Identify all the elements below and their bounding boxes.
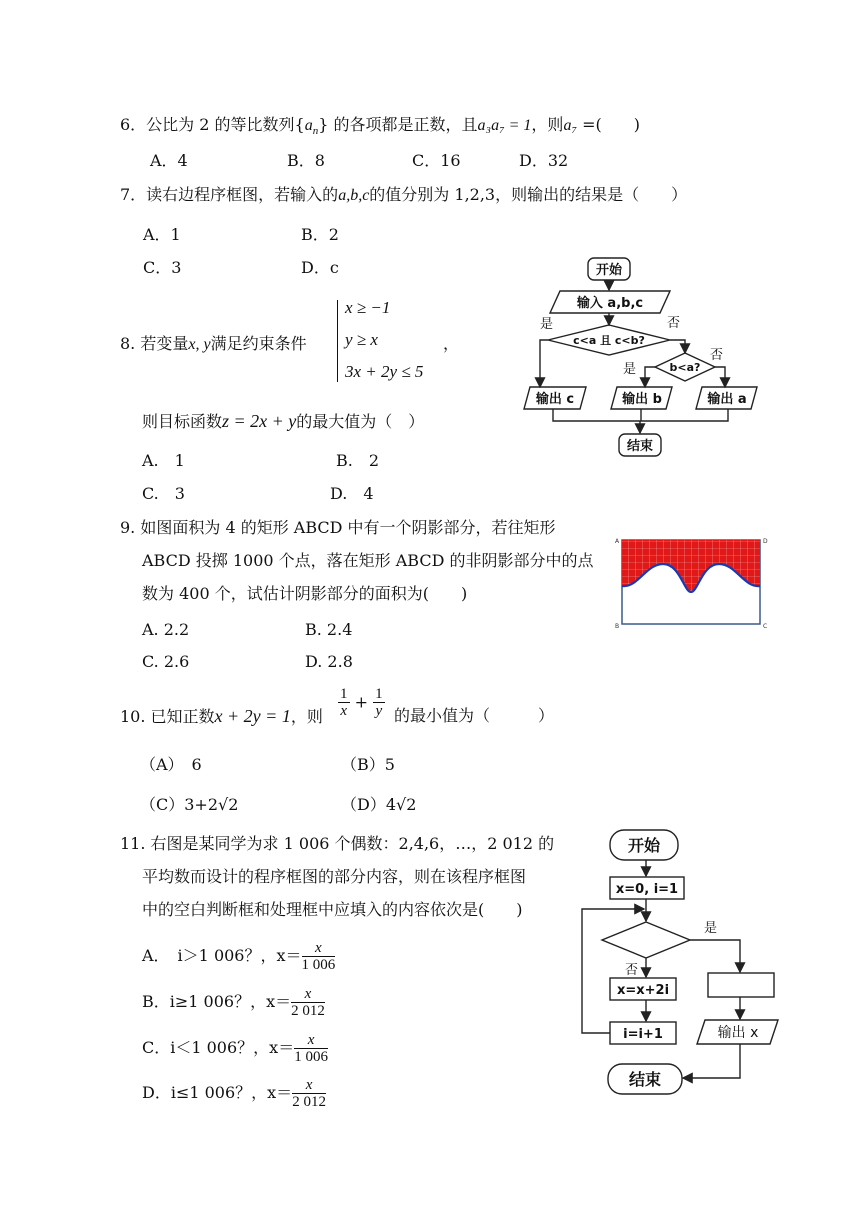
q9-option-c: C. 2.6 — [142, 652, 190, 671]
q10-stem-start: 10. 已知正数x + 2y = 1，则 — [120, 706, 323, 726]
q7-flowchart — [520, 255, 765, 460]
q9-label-b: B — [615, 623, 620, 630]
q7-no2-label: 否 — [710, 348, 724, 363]
q7-no-label: 否 — [667, 316, 681, 331]
q9-line-3: 数为 400 个，试估计阴影部分的面积为( ) — [142, 584, 468, 603]
q11-line-1: 11. 右图是某同学为求 1 006 个偶数：2,4,6，…，2 012 的 — [120, 834, 555, 853]
q7-cond2-label: b<a? — [669, 361, 701, 374]
q8-option-d: D. 4 — [330, 484, 374, 503]
q7-option-c: C．3 — [143, 258, 182, 277]
q7-stem: 7．读右边程序框图，若输入的a,b,c的值分别为 1,2,3，则输出的结果是（ ） — [120, 185, 688, 204]
q10-stem-end: 的最小值为（ ） — [394, 706, 555, 725]
q7-yes2-label: 是 — [623, 362, 637, 377]
q8-comma: ， — [443, 334, 460, 353]
q10-option-c: （C）3+2√2 — [140, 795, 239, 814]
q9-option-d: D. 2.8 — [305, 652, 353, 671]
q6-option-b: B．8 — [287, 151, 325, 170]
q11-no-label: 否 — [625, 963, 639, 978]
q9-label-c: C — [763, 623, 768, 630]
q8-option-a: A. 1 — [142, 451, 185, 470]
q9-figure — [614, 534, 770, 630]
q11-init-label: x=0, i=1 — [615, 882, 679, 897]
q7-out-a-label: 输出 a — [707, 392, 747, 407]
q7-end-label: 结束 — [626, 439, 654, 454]
q11-option-d: D．i≤1 006？，x＝ $\frac{x}{2 012}$ — [142, 1077, 326, 1110]
q9-label-a: A — [615, 538, 620, 545]
q7-out-b-label: 输出 b — [622, 392, 662, 407]
q7-option-a: A．1 — [143, 225, 181, 244]
q8-stem: 8. 若变量x, y满足约束条件 — [120, 334, 307, 353]
q11-blank-decision — [602, 922, 690, 958]
q11-output-label: 输出 x — [717, 1025, 759, 1041]
q10-option-d: （D）4√2 — [341, 795, 417, 814]
q11-start-label: 开始 — [627, 836, 661, 855]
q11-flowchart — [570, 820, 785, 1100]
q9-line-1: 9. 如图面积为 4 的矩形 ABCD 中有一个阴影部分，若往矩形 — [120, 518, 556, 537]
q8-constraint-1: x ≥ −1 — [345, 298, 391, 317]
q6-stem: 6．公比为 2 的等比数列$\{a_n\}$ 的各项都是正数，且a₃a₇ = 1，则a₇ =( ) — [120, 115, 640, 138]
q11-end-label: 结束 — [628, 1070, 662, 1089]
q7-cond1-label: c<a 且 c<b? — [573, 334, 645, 347]
q8-constraint-3: 3x + 2y ≤ 5 — [345, 362, 424, 381]
q11-option-a: A． i＞1 006？，x＝ $\frac{x}{1 006}$ — [142, 940, 336, 973]
q10-option-a: （A） 6 — [140, 755, 202, 774]
q11-line-2: 平均数而设计的程序框图的部分内容，则在该程序框图 — [142, 867, 527, 886]
q9-option-b: B. 2.4 — [305, 620, 353, 639]
q8-constraint-2: y ≥ x — [345, 330, 378, 349]
q11-blank-process — [708, 973, 774, 997]
q7-yes-label: 是 — [540, 317, 554, 332]
q9-line-2: ABCD 投掷 1000 个点，落在矩形 ABCD 的非阴影部分中的点 — [142, 551, 594, 570]
q8-option-b: B. 2 — [336, 451, 380, 470]
q11-option-b: B．i≥1 006？，x＝ $\frac{x}{2 012}$ — [142, 986, 325, 1019]
q10-option-b: （B）5 — [341, 755, 395, 774]
q11-update-x-label: x=x+2i — [616, 983, 670, 998]
q11-line-3: 中的空白判断框和处理框中应填入的内容依次是( ) — [142, 900, 523, 919]
q7-out-c-label: 输出 c — [535, 392, 575, 407]
q6-option-d: D．32 — [519, 151, 569, 170]
q6-option-c: C．16 — [412, 151, 461, 170]
q6-option-a: A．4 — [150, 151, 188, 170]
q7-input-label: 输入 a,b,c — [576, 296, 644, 311]
q9-option-a: A. 2.2 — [142, 620, 190, 639]
q11-option-c: C．i＜1 006？，x＝ $\frac{x}{1 006}$ — [142, 1032, 328, 1065]
q8-brace — [337, 300, 344, 382]
q7-option-b: B．2 — [301, 225, 339, 244]
q8-line2: 则目标函数z = 2x + y的最大值为（ ） — [142, 411, 425, 431]
q11-yes-label: 是 — [704, 921, 718, 936]
q10-expression: $\frac{1}{x}$ + $\frac{1}{y}$ — [340, 686, 383, 719]
q11-update-i-label: i=i+1 — [623, 1027, 663, 1042]
q7-start-label: 开始 — [595, 263, 623, 278]
q9-label-d: D — [763, 538, 768, 545]
q7-option-d: D．c — [301, 258, 339, 277]
q8-option-c: C. 3 — [142, 484, 185, 503]
